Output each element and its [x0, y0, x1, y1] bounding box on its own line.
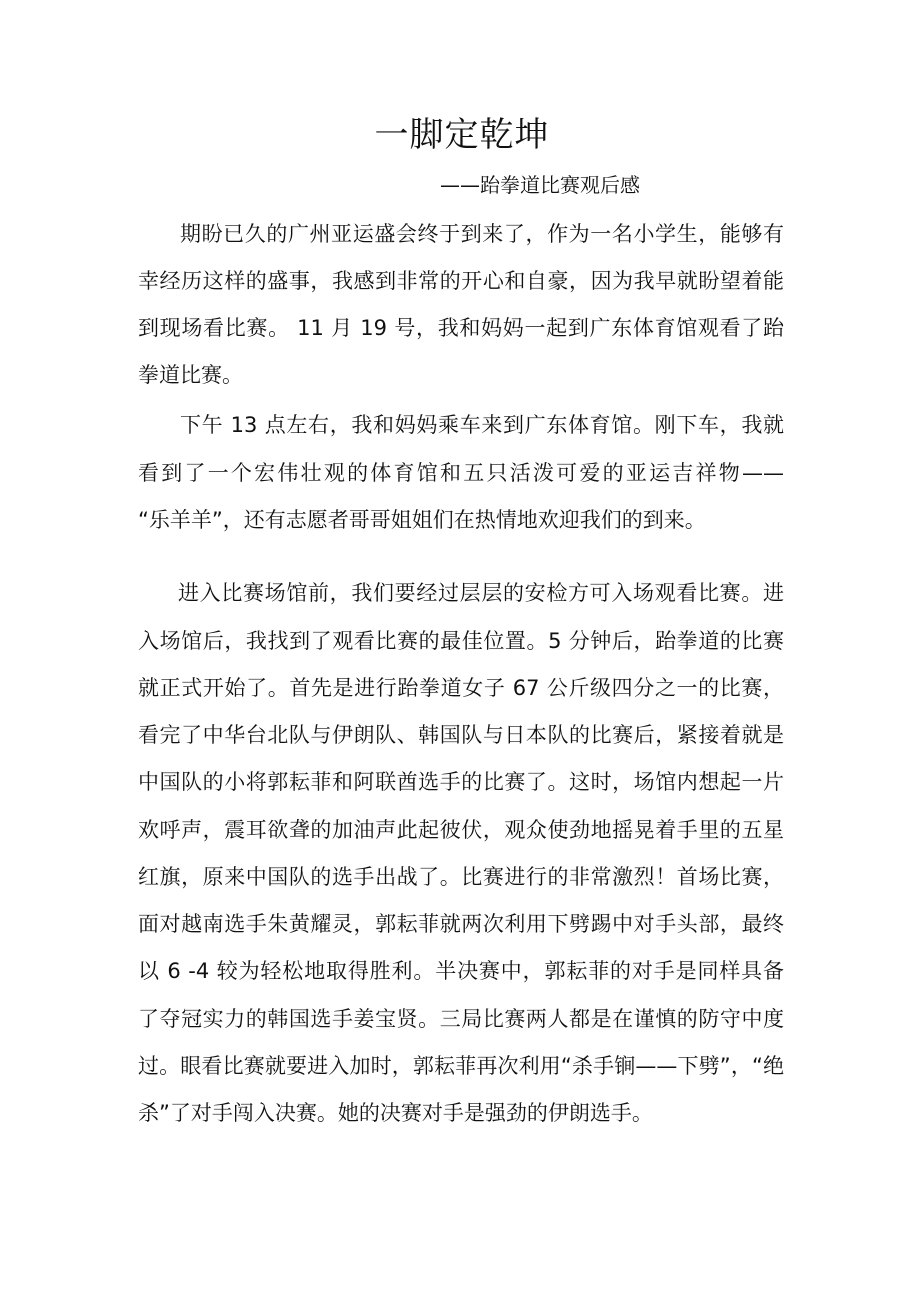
paragraph-line: 杀”了对手闯入决赛。她的决赛对手是强劲的伊朗选手。	[138, 1101, 653, 1125]
paragraph-line: 看到了一个宏伟壮观的体育馆和五只活泼可爱的亚运吉祥物——	[138, 461, 784, 485]
paragraph-line: 看完了中华台北队与伊朗队、韩国队与日本队的比赛后，紧接着就是	[138, 723, 784, 747]
paragraph-line: 了夺冠实力的韩国选手姜宝贤。三局比赛两人都是在谨慎的防守中度	[138, 1007, 784, 1031]
paragraph-line: 入场馆后，我找到了观看比赛的最佳位置。5 分钟后，跆拳道的比赛	[138, 629, 784, 653]
paragraph-line: 欢呼声，震耳欲聋的加油声此起彼伏，观众使劲地摇晃着手里的五星	[138, 818, 784, 842]
paragraph-line: 下午 13 点左右，我和妈妈乘车来到广东体育馆。刚下车，我就	[180, 413, 784, 437]
paragraph-line: 红旗，原来中国队的选手出战了。比赛进行的非常激烈！首场比赛，	[138, 865, 784, 889]
paragraph-line: 中国队的小将郭耘菲和阿联酋选手的比赛了。这时，场馆内想起一片	[138, 770, 784, 794]
paragraph-line: 进入比赛场馆前，我们要经过层层的安检方可入场观看比赛。进	[178, 581, 784, 605]
paragraph-line: 就正式开始了。首先是进行跆拳道女子 67 公斤级四分之一的比赛，	[138, 676, 784, 700]
document-subtitle: ——跆拳道比赛观后感	[440, 173, 640, 197]
paragraph-line: 期盼已久的广州亚运盛会终于到来了，作为一名小学生，能够有	[180, 222, 784, 246]
paragraph-line: 面对越南选手朱黄耀灵，郭耘菲就两次利用下劈踢中对手头部，最终	[138, 912, 784, 936]
paragraph-line: 过。眼看比赛就要进入加时，郭耘菲再次利用“杀手锏——下劈”，“绝	[138, 1054, 784, 1078]
paragraph-line: 以 6 -4 较为轻松地取得胜利。半决赛中，郭耘菲的对手是同样具备	[138, 959, 784, 983]
paragraph-line: 幸经历这样的盛事，我感到非常的开心和自豪，因为我早就盼望着能	[138, 269, 784, 293]
paragraph-line: 拳道比赛。	[138, 363, 243, 387]
document-title: 一脚定乾坤	[374, 115, 550, 155]
paragraph-line: 到现场看比赛。 11 月 19 号，我和妈妈一起到广东体育馆观看了跆	[138, 316, 784, 340]
paragraph-line: “乐羊羊”，还有志愿者哥哥姐姐们在热情地欢迎我们的到来。	[138, 508, 706, 532]
